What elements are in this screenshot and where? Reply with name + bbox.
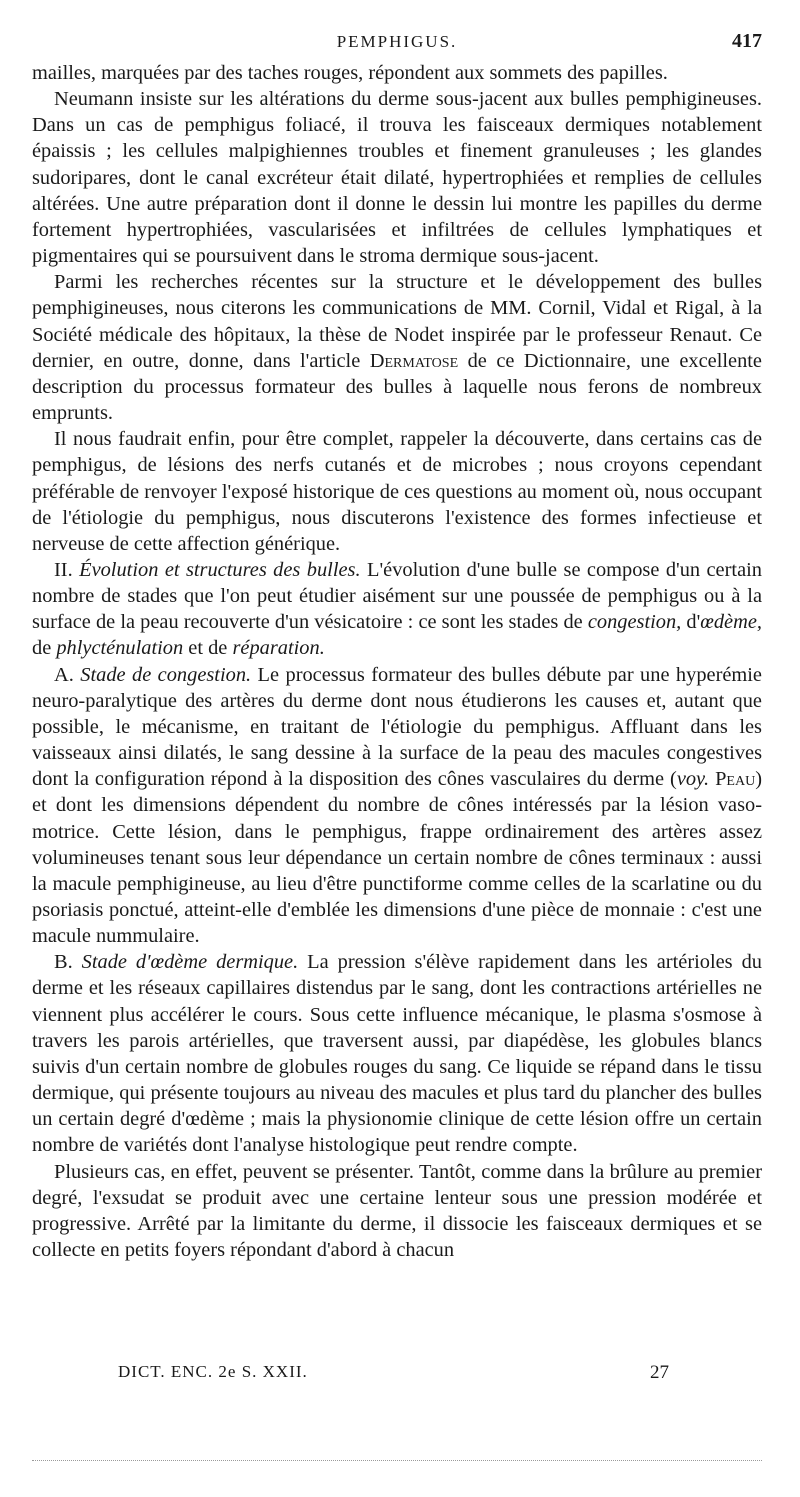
- subsection-heading: Stade de congestion.: [80, 663, 252, 686]
- running-title: PEMPHIGUS.: [336, 32, 458, 51]
- paragraph-text: Parmi les recherches récentes sur la structure et le développement des bulles pemphigineuses, nous citerons les communications de MM. Cornil, Vidal et Rigal, à la Société médicale des hôpitaux, la thèse de Nodet inspirée par le professeur Renaut. Ce dernier, en outre, donne, dans l'article: [32, 271, 762, 372]
- subsection-a-congestion: [32, 662, 762, 950]
- paragraph-neumann: Neumann insiste sur les altérations du derme sous-jacent aux bulles pemphigineuses. Dans un cas de pemphigus foliacé, il trouva les faisceaux dermiques notablement épaissis ; les cellules malpighiennes troubles et finement granuleuses ; les glandes sudoripares, dont le canal excréteur était dilaté, hypertrophiées et remplies de cellules altérées. Une autre préparation dont il donne le dessin lui montre les papilles du derme fortement hypertrophiées, vascularisées et infiltrées de cellules lymphatiques et pigmentaires qui se poursuivent dans le stroma dermique sous-jacent.: [32, 88, 762, 268]
- page-number: 417: [732, 30, 762, 52]
- body-text: [32, 60, 762, 1263]
- document-page: [32, 0, 762, 1497]
- paragraph-text: de: [32, 637, 57, 660]
- voy-abbrev: voy.: [676, 768, 710, 791]
- sheet-number: 27: [650, 1362, 669, 1383]
- paragraph-text: L'évolution d'une bulle se compose d'un certain nombre de stades que l'on peut étudier aisément sur une poussée de pemphigus ou à la surface de la peau recouverte d'un vésicatoire : ce sont les stades de: [32, 558, 762, 634]
- paragraph-text: Le processus formateur des bulles débute par une hyperémie neuro-paralytique des artères du derme dont nous étudierons les causes et, autant que possible, le mécanisme, en traitant de l'étiologie du pemphigus. Affluant dans les vaisseaux ainsi dilatés, le sang dessine à la surface de la peau des macules congestives dont la configuration répond à la disposition des cônes vasculaires du derme (: [32, 663, 762, 791]
- paragraph-nerves-microbes: Il nous faudrait enfin, pour être complet, rappeler la découverte, dans certains cas de pemphigus, de lésions des nerfs cutanés et de microbes ; nous croyons cependant préférable de renvoyer l'exposé historique de ces questions au moment où, nous occupant de l'étiologie du pemphigus, nous discuterons l'existence des formes infectieuse et nerveuse de cette affection générique.: [32, 428, 762, 555]
- paragraph-text: de ce Dictionnaire, une excellente description du processus formateur des bulles à laquelle nous ferons de nombreux emprunts.: [32, 349, 762, 425]
- paragraph-text: La pression s'élève rapidement dans les artérioles du derme et les réseaux capillaires distendus par le sang, dont les contractions artérielles ne viennent plus accélérer le cours. Sous cette influence mécanique, le plasma s'osmose à travers les parois artérielles, que traversent aussi, par diapédèse, les globules blancs suivis d'un certain nombre de globules rouges du sang. Ce liquide se répand dans le tissu dermique, qui présente toujours au niveau des macules et plus tard du plancher des bulles un certain degré d'œdème ; mais la physionomie clinique de cette lésion offre un certain nombre de variétés dont l'analyse histologique peut rendre compte.: [32, 951, 762, 1157]
- paragraph-continuation: mailles, marquées par des taches rouges, répondent aux sommets des papilles.: [32, 62, 668, 84]
- cross-reference-peau: Peau: [715, 768, 756, 791]
- paragraph-text: ) et dont les dimensions dépendent du nombre de cônes intéressés par la lésion vaso-motrice. Cette lésion, dans le pemphigus, frappe ordinairement des artères assez volumineuses tenant sous leur dépendance un certain nombre de cônes terminaux : aussi la macule pemphigineuse, au lieu d'être punctiforme comme celles de la scarlatine ou du psoriasis ponctué, atteint-elle d'emblée les dimensions d'une pièce de monnaie : c'est une macule nummulaire.: [32, 768, 762, 948]
- signature-mark: DICT. ENC. 2e S. XXII.: [118, 1362, 308, 1381]
- paragraph-text: et de: [183, 637, 233, 660]
- subsection-heading: Stade d'œdème dermique.: [81, 951, 299, 974]
- cross-reference-dermatose: Dermatose: [369, 349, 459, 372]
- stage-term-phlyctenulation: phlycténulation: [56, 637, 184, 660]
- paragraph-several-cases: Plusieurs cas, en effet, peuvent se présenter. Tantôt, comme dans la brûlure au premier degré, l'exsudat se produit avec une certaine lenteur sous une pression modérée et progressive. Arrêté par la limitante du derme, il dissocie les faisceaux dermiques et se collecte en petits foyers répondant d'abord à chacun: [32, 1160, 762, 1262]
- section-heading: Évolution et structures des bulles.: [79, 558, 361, 581]
- subsection-letter: B.: [54, 951, 73, 974]
- subsection-b-oedeme: [32, 949, 762, 1158]
- page-footer: [32, 1362, 762, 1388]
- page-header: [32, 30, 762, 56]
- bottom-dotted-rule: [32, 1460, 762, 1461]
- section-ii-evolution: [32, 557, 762, 662]
- paragraph-recent-research: [32, 269, 762, 426]
- subsection-letter: A.: [54, 663, 74, 686]
- stage-term-oedeme: œdème,: [700, 611, 762, 634]
- paragraph-text: d': [681, 611, 701, 634]
- stage-term-congestion: congestion,: [587, 611, 682, 634]
- section-number: II.: [54, 558, 73, 581]
- stage-term-reparation: réparation.: [232, 637, 325, 660]
